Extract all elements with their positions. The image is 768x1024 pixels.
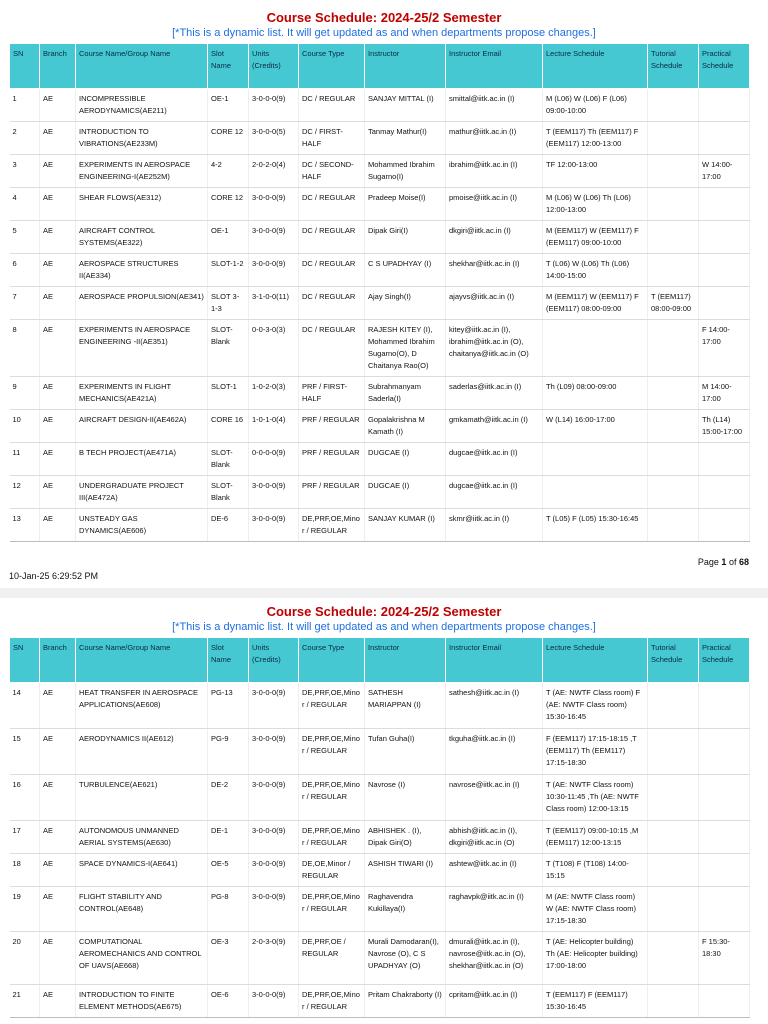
cell-lecture-schedule: M (EEM117) W (EEM117) F (EEM117) 08:00-09:00 [543, 287, 648, 320]
cell-course-name: UNSTEADY GAS DYNAMICS(AE606) [76, 509, 208, 542]
cell-practical-schedule [699, 221, 750, 254]
cell-branch: AE [40, 775, 76, 821]
cell-course-name: B TECH PROJECT(AE471A) [76, 443, 208, 476]
cell-instructor-email: navrose@iitk.ac.in (I) [446, 775, 543, 821]
cell-practical-schedule: W 14:00-17:00 [699, 155, 750, 188]
table-row [10, 683, 750, 729]
cell-sn: 10 [10, 410, 40, 443]
cell-course-type: DC / REGULAR [299, 287, 365, 320]
cell-instructor-email: tkguha@iitk.ac.in (I) [446, 729, 543, 775]
column-header-branch: Branch [40, 44, 76, 89]
course-schedule-table [9, 43, 750, 542]
cell-branch: AE [40, 476, 76, 509]
cell-practical-schedule: F 15:30-18:30 [699, 932, 750, 985]
cell-lecture-schedule: M (EEM117) W (EEM117) F (EEM117) 09:00-10:00 [543, 221, 648, 254]
page-subtitle: [*This is a dynamic list. It will get updated as and when departments propose changes.] [172, 621, 596, 633]
cell-units: 3-0-0-0(9) [249, 476, 299, 509]
cell-sn: 20 [10, 932, 40, 985]
cell-course-name: COMPUTATIONAL AEROMECHANICS AND CONTROL OF UAVS(AE668) [76, 932, 208, 985]
column-header-lecture-schedule: Lecture Schedule [543, 638, 648, 683]
cell-slot-name: 4-2 [208, 155, 249, 188]
cell-tutorial-schedule [648, 854, 699, 887]
cell-tutorial-schedule [648, 320, 699, 377]
cell-course-name: SPACE DYNAMICS-I(AE641) [76, 854, 208, 887]
table-row [10, 320, 750, 377]
cell-instructor-email: dugcae@iitk.ac.in (I) [446, 443, 543, 476]
cell-slot-name: CORE 16 [208, 410, 249, 443]
cell-sn: 11 [10, 443, 40, 476]
cell-course-type: DC / REGULAR [299, 221, 365, 254]
cell-course-type: DE,PRF,OE,Minor / REGULAR [299, 985, 365, 1018]
cell-lecture-schedule: W (L14) 16:00-17:00 [543, 410, 648, 443]
cell-branch: AE [40, 443, 76, 476]
cell-practical-schedule [699, 683, 750, 729]
cell-course-type: DE,PRF,OE,Minor / REGULAR [299, 887, 365, 932]
cell-instructor: SANJAY MITTAL (I) [365, 89, 446, 122]
cell-lecture-schedule: T (EEM117) F (EEM117) 15:30-16:45 [543, 985, 648, 1018]
cell-lecture-schedule [543, 476, 648, 509]
cell-sn: 18 [10, 854, 40, 887]
cell-instructor-email: dmurali@iitk.ac.in (I), navrose@iitk.ac.in (O), shekhar@iitk.ac.in (O) [446, 932, 543, 985]
cell-course-name: AIRCRAFT CONTROL SYSTEMS(AE322) [76, 221, 208, 254]
cell-units: 3-0-0-0(9) [249, 509, 299, 542]
cell-sn: 9 [10, 377, 40, 410]
page-current: 1 [721, 557, 727, 567]
cell-units: 2-0-3-0(9) [249, 932, 299, 985]
cell-instructor: Navrose (I) [365, 775, 446, 821]
cell-sn: 1 [10, 89, 40, 122]
cell-practical-schedule [699, 509, 750, 542]
cell-units: 3-0-0-0(9) [249, 775, 299, 821]
cell-branch: AE [40, 509, 76, 542]
cell-practical-schedule [699, 443, 750, 476]
cell-lecture-schedule: T (AE: Helicopter building) Th (AE: Helicopter building) 17:00-18:00 [543, 932, 648, 985]
cell-practical-schedule [699, 775, 750, 821]
cell-units: 3-0-0-0(9) [249, 821, 299, 854]
table-row [10, 254, 750, 287]
cell-instructor-email: dkgiri@iitk.ac.in (I) [446, 221, 543, 254]
cell-instructor-email: skmr@iitk.ac.in (I) [446, 509, 543, 542]
cell-instructor-email: saderlas@iitk.ac.in (I) [446, 377, 543, 410]
cell-practical-schedule [699, 887, 750, 932]
cell-lecture-schedule: T (EEM117) 09:00-10:15 ,M (EEM117) 12:00-13:15 [543, 821, 648, 854]
cell-course-name: INTRODUCTION TO VIBRATIONS(AE233M) [76, 122, 208, 155]
table-row [10, 509, 750, 542]
cell-units: 0-0-3-0(3) [249, 320, 299, 377]
cell-sn: 21 [10, 985, 40, 1018]
cell-practical-schedule [699, 89, 750, 122]
cell-instructor: DUGCAE (I) [365, 476, 446, 509]
cell-units: 3-0-0-0(9) [249, 89, 299, 122]
cell-lecture-schedule: T (T108) F (T108) 14:00-15:15 [543, 854, 648, 887]
cell-course-type: DE,PRF,OE,Minor / REGULAR [299, 729, 365, 775]
cell-instructor: Ajay Singh(I) [365, 287, 446, 320]
cell-sn: 3 [10, 155, 40, 188]
cell-instructor-email: dugcae@iitk.ac.in (I) [446, 476, 543, 509]
cell-course-name: AEROSPACE STRUCTURES II(AE334) [76, 254, 208, 287]
cell-units: 2-0-2-0(4) [249, 155, 299, 188]
cell-tutorial-schedule [648, 155, 699, 188]
table-row [10, 775, 750, 821]
cell-course-type: PRF / REGULAR [299, 410, 365, 443]
cell-lecture-schedule: M (L06) W (L06) F (L06) 09:00-10:00 [543, 89, 648, 122]
table-row [10, 887, 750, 932]
cell-course-name: INTRODUCTION TO FINITE ELEMENT METHODS(AE675) [76, 985, 208, 1018]
cell-course-name: INCOMPRESSIBLE AERODYNAMICS(AE211) [76, 89, 208, 122]
cell-slot-name: SLOT-Blank [208, 320, 249, 377]
cell-units: 3-0-0-0(9) [249, 985, 299, 1018]
table-row [10, 476, 750, 509]
column-header-slot-name: Slot Name [208, 44, 249, 89]
cell-sn: 12 [10, 476, 40, 509]
cell-course-name: AEROSPACE PROPULSION(AE341) [76, 287, 208, 320]
page-total: 68 [738, 557, 749, 567]
cell-instructor-email: raghavpk@iitk.ac.in (I) [446, 887, 543, 932]
cell-sn: 6 [10, 254, 40, 287]
cell-branch: AE [40, 887, 76, 932]
cell-branch: AE [40, 122, 76, 155]
table-row [10, 287, 750, 320]
cell-slot-name: OE-1 [208, 221, 249, 254]
table-row [10, 122, 750, 155]
table-row [10, 821, 750, 854]
cell-sn: 2 [10, 122, 40, 155]
cell-units: 3-0-0-0(9) [249, 887, 299, 932]
cell-slot-name: OE-3 [208, 932, 249, 985]
cell-course-type: DE,PRF,OE / REGULAR [299, 932, 365, 985]
cell-slot-name: OE-5 [208, 854, 249, 887]
cell-branch: AE [40, 221, 76, 254]
cell-units: 3-0-0-0(9) [249, 683, 299, 729]
cell-slot-name: SLOT-Blank [208, 443, 249, 476]
cell-course-name: AUTONOMOUS UNMANNED AERIAL SYSTEMS(AE630) [76, 821, 208, 854]
table-row [10, 410, 750, 443]
cell-sn: 8 [10, 320, 40, 377]
column-header-units: Units (Credits) [249, 638, 299, 683]
cell-tutorial-schedule [648, 122, 699, 155]
course-schedule-table [9, 637, 750, 1018]
cell-instructor: Subrahmanyam Saderla(I) [365, 377, 446, 410]
cell-sn: 7 [10, 287, 40, 320]
cell-branch: AE [40, 287, 76, 320]
page-separator [0, 588, 768, 598]
cell-slot-name: PG-13 [208, 683, 249, 729]
cell-instructor: SATHESH MARIAPPAN (I) [365, 683, 446, 729]
cell-course-type: DC / REGULAR [299, 89, 365, 122]
cell-instructor: ASHISH TIWARI (I) [365, 854, 446, 887]
table-row [10, 443, 750, 476]
cell-sn: 15 [10, 729, 40, 775]
table-row [10, 89, 750, 122]
cell-tutorial-schedule [648, 821, 699, 854]
column-header-tutorial-schedule: Tutorial Schedule [648, 638, 699, 683]
page-of: of [728, 557, 737, 567]
cell-course-name: EXPERIMENTS IN FLIGHT MECHANICS(AE421A) [76, 377, 208, 410]
cell-sn: 17 [10, 821, 40, 854]
cell-units: 1-0-1-0(4) [249, 410, 299, 443]
cell-instructor: DUGCAE (I) [365, 443, 446, 476]
cell-tutorial-schedule [648, 188, 699, 221]
cell-course-name: UNDERGRADUATE PROJECT III(AE472A) [76, 476, 208, 509]
cell-slot-name: CORE 12 [208, 188, 249, 221]
column-header-course-name: Course Name/Group Name [76, 638, 208, 683]
cell-slot-name: SLOT-1-2 [208, 254, 249, 287]
column-header-lecture-schedule: Lecture Schedule [543, 44, 648, 89]
cell-tutorial-schedule [648, 985, 699, 1018]
cell-instructor: C S UPADHYAY (I) [365, 254, 446, 287]
cell-lecture-schedule [543, 443, 648, 476]
cell-branch: AE [40, 377, 76, 410]
cell-course-name: EXPERIMENTS IN AEROSPACE ENGINEERING-I(AE252M) [76, 155, 208, 188]
column-header-course-name: Course Name/Group Name [76, 44, 208, 89]
cell-course-name: FLIGHT STABILITY AND CONTROL(AE648) [76, 887, 208, 932]
cell-practical-schedule [699, 821, 750, 854]
page-subtitle: [*This is a dynamic list. It will get updated as and when departments propose changes.] [172, 27, 596, 39]
cell-units: 3-0-0-0(9) [249, 188, 299, 221]
table-header-row [10, 638, 750, 683]
column-header-sn: SN [10, 638, 40, 683]
cell-tutorial-schedule [648, 410, 699, 443]
cell-course-name: AERODYNAMICS II(AE612) [76, 729, 208, 775]
page-title: Course Schedule: 2024-25/2 Semester [266, 604, 502, 619]
table-row [10, 729, 750, 775]
cell-instructor-email: sathesh@iitk.ac.in (I) [446, 683, 543, 729]
cell-instructor: Murali Damodaran(I), Navrose (O), C S UPADHYAY (O) [365, 932, 446, 985]
cell-units: 3-0-0-0(5) [249, 122, 299, 155]
cell-course-type: DC / REGULAR [299, 320, 365, 377]
cell-instructor: Dipak Giri(I) [365, 221, 446, 254]
column-header-practical-schedule: Practical Schedule [699, 638, 750, 683]
cell-branch: AE [40, 188, 76, 221]
cell-course-name: SHEAR FLOWS(AE312) [76, 188, 208, 221]
cell-lecture-schedule: M (L06) W (L06) Th (L06) 12:00-13:00 [543, 188, 648, 221]
table-row [10, 854, 750, 887]
cell-instructor-email: smittal@iitk.ac.in (I) [446, 89, 543, 122]
cell-units: 0-0-0-0(9) [249, 443, 299, 476]
cell-slot-name: SLOT-1 [208, 377, 249, 410]
cell-practical-schedule [699, 985, 750, 1018]
page-number [698, 557, 749, 567]
cell-slot-name: DE-6 [208, 509, 249, 542]
cell-lecture-schedule: T (L06) W (L06) Th (L06) 14:00-15:00 [543, 254, 648, 287]
cell-branch: AE [40, 683, 76, 729]
cell-branch: AE [40, 854, 76, 887]
cell-instructor-email: ibrahim@iitk.ac.in (I) [446, 155, 543, 188]
cell-instructor: Pritam Chakraborty (I) [365, 985, 446, 1018]
cell-slot-name: SLOT 3-1-3 [208, 287, 249, 320]
cell-branch: AE [40, 320, 76, 377]
cell-slot-name: OE-6 [208, 985, 249, 1018]
page-title: Course Schedule: 2024-25/2 Semester [266, 10, 502, 25]
cell-course-name: TURBULENCE(AE621) [76, 775, 208, 821]
cell-instructor-email: cpritam@iitk.ac.in (I) [446, 985, 543, 1018]
cell-tutorial-schedule [648, 377, 699, 410]
column-header-instructor: Instructor [365, 44, 446, 89]
cell-practical-schedule: F 14:00-17:00 [699, 320, 750, 377]
cell-course-type: PRF / REGULAR [299, 476, 365, 509]
cell-course-type: DE,OE,Minor / REGULAR [299, 854, 365, 887]
cell-slot-name: DE-2 [208, 775, 249, 821]
cell-tutorial-schedule [648, 729, 699, 775]
cell-instructor-email: ajayvs@iitk.ac.in (I) [446, 287, 543, 320]
cell-course-name: AIRCRAFT DESIGN-II(AE462A) [76, 410, 208, 443]
cell-tutorial-schedule: T (EEM117) 08:00-09:00 [648, 287, 699, 320]
cell-instructor: RAJESH KITEY (I), Mohammed Ibrahim Sugarno(O), D Chaitanya Rao(O) [365, 320, 446, 377]
page-label: Page [697, 557, 719, 567]
cell-units: 3-0-0-0(9) [249, 254, 299, 287]
cell-tutorial-schedule [648, 683, 699, 729]
cell-slot-name: PG-9 [208, 729, 249, 775]
cell-branch: AE [40, 932, 76, 985]
cell-lecture-schedule: F (EEM117) 17:15-18:15 ,T (EEM117) Th (EEM117) 17:15-18:30 [543, 729, 648, 775]
cell-instructor: Raghavendra Kukillaya(I) [365, 887, 446, 932]
cell-tutorial-schedule [648, 221, 699, 254]
column-header-instructor-email: Instructor Email [446, 44, 543, 89]
cell-tutorial-schedule [648, 89, 699, 122]
cell-lecture-schedule: Th (L09) 08:00-09:00 [543, 377, 648, 410]
cell-course-type: PRF / REGULAR [299, 443, 365, 476]
cell-practical-schedule [699, 254, 750, 287]
cell-tutorial-schedule [648, 509, 699, 542]
cell-instructor-email: abhish@iitk.ac.in (I), dkgiri@iitk.ac.in (O) [446, 821, 543, 854]
cell-instructor: Gopalakrishna M Kamath (I) [365, 410, 446, 443]
table-row [10, 377, 750, 410]
cell-course-type: DC / REGULAR [299, 188, 365, 221]
cell-slot-name: CORE 12 [208, 122, 249, 155]
cell-branch: AE [40, 89, 76, 122]
cell-instructor: ABHISHEK . (I), Dipak Giri(O) [365, 821, 446, 854]
cell-branch: AE [40, 985, 76, 1018]
cell-instructor-email: pmoise@iitk.ac.in (I) [446, 188, 543, 221]
cell-sn: 16 [10, 775, 40, 821]
cell-branch: AE [40, 821, 76, 854]
cell-lecture-schedule: T (EEM117) Th (EEM117) F (EEM117) 12:00-13:00 [543, 122, 648, 155]
cell-instructor: Tanmay Mathur(I) [365, 122, 446, 155]
cell-practical-schedule [699, 122, 750, 155]
cell-units: 1-0-2-0(3) [249, 377, 299, 410]
cell-tutorial-schedule [648, 887, 699, 932]
cell-sn: 19 [10, 887, 40, 932]
cell-sn: 14 [10, 683, 40, 729]
cell-instructor: Mohammed Ibrahim Sugarno(I) [365, 155, 446, 188]
cell-lecture-schedule: T (L05) F (L05) 15:30-16:45 [543, 509, 648, 542]
cell-slot-name: PG-8 [208, 887, 249, 932]
cell-practical-schedule: Th (L14) 15:00-17:00 [699, 410, 750, 443]
cell-instructor-email: kitey@iitk.ac.in (I), ibrahim@iitk.ac.in (O), chaitanya@iitk.ac.in (O) [446, 320, 543, 377]
cell-sn: 5 [10, 221, 40, 254]
column-header-sn: SN [10, 44, 40, 89]
cell-instructor-email: gmkamath@iitk.ac.in (I) [446, 410, 543, 443]
cell-course-type: DC / REGULAR [299, 254, 365, 287]
cell-units: 3-1-0-0(11) [249, 287, 299, 320]
column-header-course-type: Course Type [299, 44, 365, 89]
cell-lecture-schedule: M (AE: NWTF Class room) W (AE: NWTF Class room) 17:15-18:30 [543, 887, 648, 932]
cell-tutorial-schedule [648, 932, 699, 985]
cell-tutorial-schedule [648, 476, 699, 509]
cell-course-type: PRF / FIRST-HALF [299, 377, 365, 410]
column-header-units: Units (Credits) [249, 44, 299, 89]
cell-slot-name: DE-1 [208, 821, 249, 854]
cell-units: 3-0-0-0(9) [249, 221, 299, 254]
cell-instructor: Tufan Guha(I) [365, 729, 446, 775]
cell-branch: AE [40, 729, 76, 775]
cell-lecture-schedule [543, 320, 648, 377]
cell-course-type: DE,PRF,OE,Minor / REGULAR [299, 775, 365, 821]
cell-practical-schedule [699, 729, 750, 775]
cell-instructor: SANJAY KUMAR (I) [365, 509, 446, 542]
table-row [10, 932, 750, 985]
cell-course-type: DC / SECOND-HALF [299, 155, 365, 188]
cell-course-name: HEAT TRANSFER IN AEROSPACE APPLICATIONS(AE608) [76, 683, 208, 729]
print-timestamp: 10-Jan-25 6:29:52 PM [9, 571, 99, 581]
cell-practical-schedule: M 14:00-17:00 [699, 377, 750, 410]
cell-lecture-schedule: TF 12:00-13:00 [543, 155, 648, 188]
column-header-practical-schedule: Practical Schedule [699, 44, 750, 89]
cell-course-name: EXPERIMENTS IN AEROSPACE ENGINEERING -II(AE351) [76, 320, 208, 377]
column-header-tutorial-schedule: Tutorial Schedule [648, 44, 699, 89]
cell-instructor-email: ashtew@iitk.ac.in (I) [446, 854, 543, 887]
cell-course-type: DC / FIRST-HALF [299, 122, 365, 155]
cell-course-type: DE,PRF,OE,Minor / REGULAR [299, 683, 365, 729]
column-header-instructor: Instructor [365, 638, 446, 683]
cell-tutorial-schedule [648, 775, 699, 821]
column-header-course-type: Course Type [299, 638, 365, 683]
cell-branch: AE [40, 410, 76, 443]
cell-course-type: DE,PRF,OE,Minor / REGULAR [299, 821, 365, 854]
cell-units: 3-0-0-0(9) [249, 854, 299, 887]
cell-practical-schedule [699, 287, 750, 320]
cell-sn: 13 [10, 509, 40, 542]
cell-practical-schedule [699, 188, 750, 221]
table-row [10, 221, 750, 254]
table-row [10, 188, 750, 221]
cell-slot-name: OE-1 [208, 89, 249, 122]
column-header-instructor-email: Instructor Email [446, 638, 543, 683]
table-row [10, 155, 750, 188]
cell-tutorial-schedule [648, 443, 699, 476]
cell-practical-schedule [699, 854, 750, 887]
table-header-row [10, 44, 750, 89]
column-header-branch: Branch [40, 638, 76, 683]
cell-units: 3-0-0-0(9) [249, 729, 299, 775]
cell-branch: AE [40, 254, 76, 287]
cell-instructor-email: mathur@iitk.ac.in (I) [446, 122, 543, 155]
cell-branch: AE [40, 155, 76, 188]
cell-course-type: DE,PRF,OE,Minor / REGULAR [299, 509, 365, 542]
column-header-slot-name: Slot Name [208, 638, 249, 683]
cell-tutorial-schedule [648, 254, 699, 287]
table-row [10, 985, 750, 1018]
cell-lecture-schedule: T (AE: NWTF Class room) 10:30-11:45 ,Th (AE: NWTF Class room) 12:00-13:15 [543, 775, 648, 821]
cell-instructor-email: shekhar@iitk.ac.in (I) [446, 254, 543, 287]
cell-instructor: Pradeep Moise(I) [365, 188, 446, 221]
cell-practical-schedule [699, 476, 750, 509]
cell-lecture-schedule: T (AE: NWTF Class room) F (AE: NWTF Class room) 15:30-16:45 [543, 683, 648, 729]
cell-sn: 4 [10, 188, 40, 221]
cell-slot-name: SLOT-Blank [208, 476, 249, 509]
